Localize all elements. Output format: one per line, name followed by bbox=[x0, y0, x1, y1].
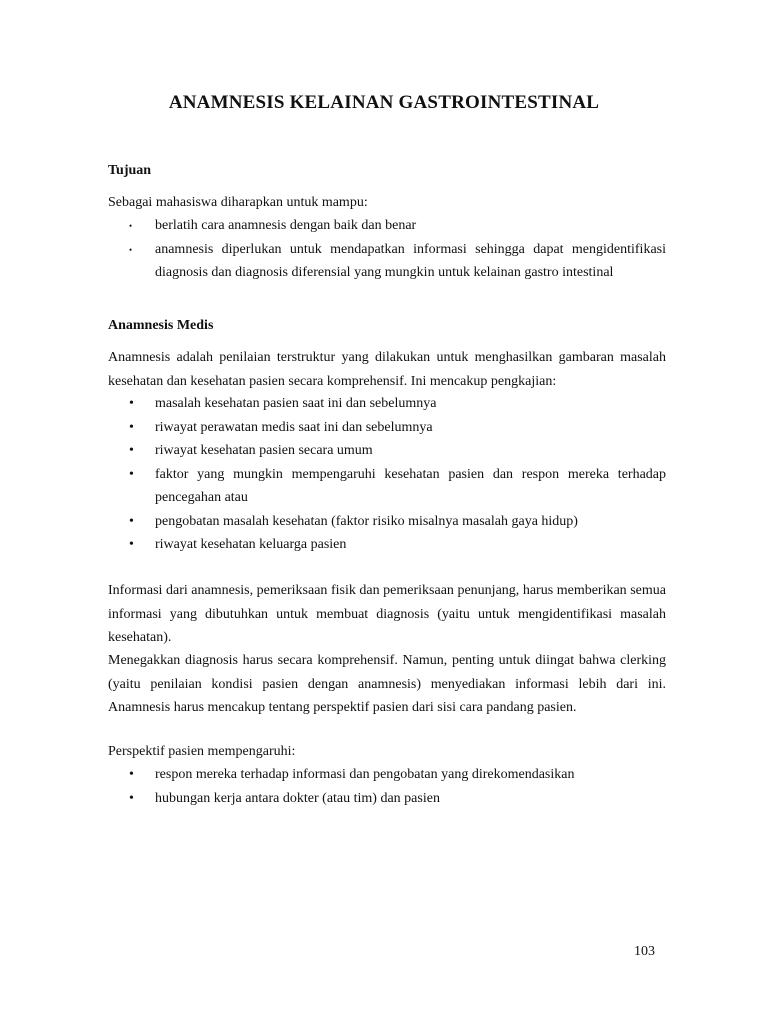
section-heading-anamnesis-medis: Anamnesis Medis bbox=[108, 318, 214, 333]
list-item bbox=[0, 463, 666, 510]
list-item-text: riwayat kesehatan keluarga pasien bbox=[155, 537, 347, 552]
list-item bbox=[0, 763, 666, 787]
list-item bbox=[0, 214, 666, 238]
list-item-text: berlatih cara anamnesis dengan baik dan benar bbox=[155, 218, 417, 233]
tujuan-list bbox=[0, 214, 768, 285]
bullet-icon: • bbox=[129, 537, 134, 552]
bullet-icon: • bbox=[129, 443, 134, 458]
list-item bbox=[0, 416, 666, 440]
bullet-icon: • bbox=[129, 396, 134, 411]
perspektif-intro: Perspektif pasien mempengaruhi: bbox=[108, 744, 296, 759]
perspektif-list bbox=[0, 763, 768, 810]
tujuan-intro: Sebagai mahasiswa diharapkan untuk mampu: bbox=[108, 195, 368, 210]
list-item-text: anamnesis diperlukan untuk mendapatkan informasi sehingga dapat mengidentifikasi diagnosis dan diagnosis diferensial yang mungkin untuk kelainan gastro intestinal bbox=[155, 241, 666, 280]
bullet-icon: • bbox=[129, 466, 134, 482]
bullet-icon: • bbox=[129, 513, 134, 529]
list-item-text: faktor yang mungkin mempengaruhi kesehatan pasien dan respon mereka terhadap pencegahan atau bbox=[155, 466, 666, 505]
paragraph-diagnosis: Menegakkan diagnosis harus secara komprehensif. Namun, penting untuk diingat bahwa clerking (yaitu penilaian kondisi pasien dengan anamnesis) menyediakan informasi lebih dari ini. Anamnesis harus mencakup tentang perspektif pasien dari sisi cara pandang pasien. bbox=[108, 653, 666, 715]
list-item-text: masalah kesehatan pasien saat ini dan sebelumnya bbox=[155, 396, 437, 411]
list-item-text: respon mereka terhadap informasi dan pengobatan yang direkomendasikan bbox=[155, 767, 575, 782]
bullet-icon: • bbox=[129, 244, 133, 255]
list-item bbox=[0, 510, 666, 534]
anamnesis-medis-list bbox=[0, 392, 768, 557]
list-item-text: riwayat perawatan medis saat ini dan sebelumnya bbox=[155, 419, 433, 435]
anamnesis-medis-intro: Anamnesis adalah penilaian terstruktur yang dilakukan untuk menghasilkan gambaran masalah kesehatan dan kesehatan pasien secara komprehensif. Ini mencakup pengkajian: bbox=[108, 350, 666, 389]
list-item bbox=[0, 787, 666, 811]
paragraph-informasi: Informasi dari anamnesis, pemeriksaan fisik dan pemeriksaan penunjang, harus memberikan semua informasi yang dibutuhkan untuk membuat diagnosis (yaitu untuk mengidentifikasi masalah kesehatan). bbox=[108, 583, 666, 645]
bullet-icon: • bbox=[129, 767, 134, 782]
section-heading-tujuan: Tujuan bbox=[108, 163, 152, 178]
list-item bbox=[0, 533, 666, 557]
bullet-icon: • bbox=[129, 419, 134, 435]
list-item-text: riwayat kesehatan pasien secara umum bbox=[155, 443, 373, 458]
list-item-text: pengobatan masalah kesehatan (faktor risiko misalnya masalah gaya hidup) bbox=[155, 513, 578, 529]
bullet-icon: • bbox=[129, 221, 133, 231]
page-number: 103 bbox=[634, 944, 655, 959]
bullet-icon: • bbox=[129, 790, 134, 806]
list-item bbox=[0, 439, 666, 463]
list-item-text: hubungan kerja antara dokter (atau tim) dan pasien bbox=[155, 790, 440, 806]
document-title: ANAMNESIS KELAINAN GASTROINTESTINAL bbox=[168, 92, 600, 113]
list-item bbox=[0, 392, 666, 416]
list-item bbox=[0, 238, 666, 285]
